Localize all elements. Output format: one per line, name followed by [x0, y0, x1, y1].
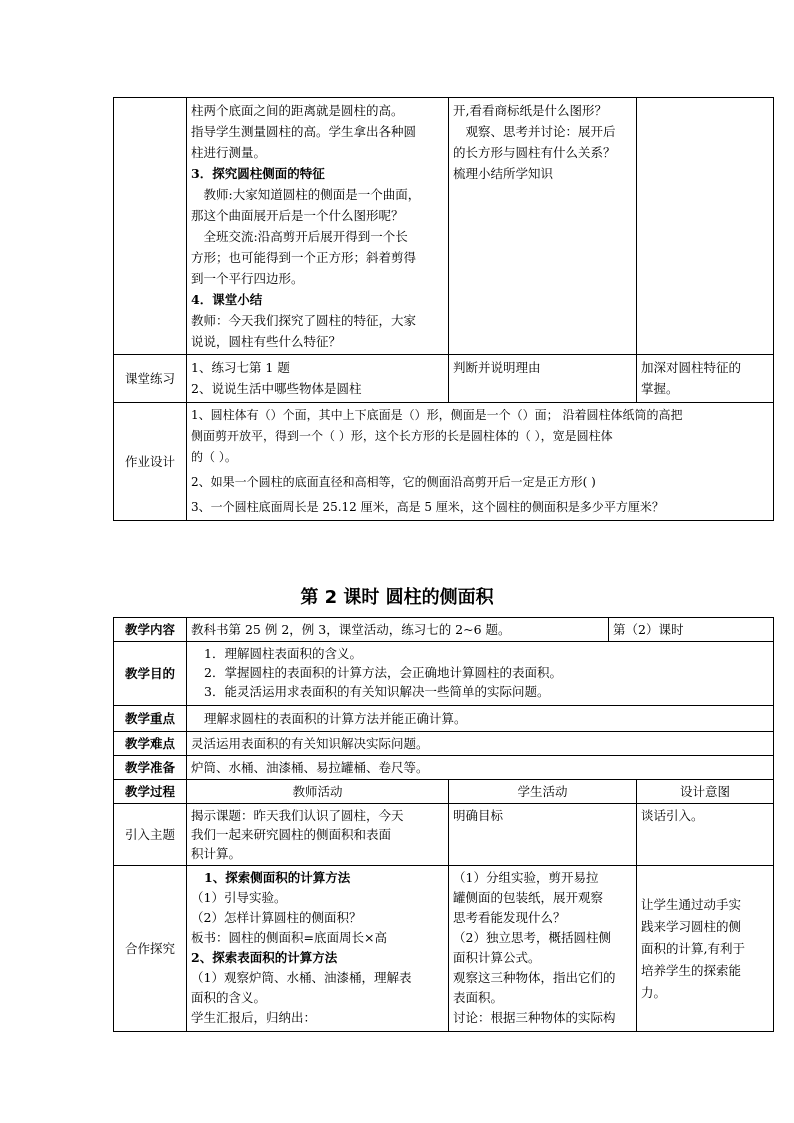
- column-header: 教师活动: [187, 780, 449, 804]
- text-line: 学生汇报后，归纳出：: [191, 1010, 317, 1025]
- text-line: 的长方形与圆柱有什么关系？: [453, 145, 616, 160]
- row-label: 教学难点: [114, 732, 187, 756]
- text-line: 到一个平行四边形。: [191, 271, 304, 286]
- lesson-title: 第 2 课时 圆柱的侧面积: [300, 587, 494, 608]
- row-label: 教学准备: [114, 756, 187, 780]
- teacher-activity-cell: [187, 866, 449, 1032]
- text-line: 说说，圆柱有些什么特征？: [191, 334, 342, 349]
- text-line: 2、如果一个圆柱的底面直径和高相等，它的侧面沿高剪开后一定是正方形( ): [191, 475, 596, 489]
- column-header: 学生活动: [449, 780, 637, 804]
- text-line: 培养学生的探索能: [641, 962, 742, 978]
- text-line: 柱两个底面之间的距离就是圆柱的高。: [191, 103, 404, 118]
- text-line: （1）分组实验，剪开易拉: [453, 870, 599, 885]
- text-line: 面积的含义。: [191, 990, 267, 1005]
- teacher-activity-cell: [187, 98, 449, 355]
- text-line: 教师：今天我们探究了圆柱的特征，大家: [191, 313, 417, 328]
- text-line: 我们一起来研究圆柱的侧面积和表面: [191, 827, 392, 842]
- text-line: 面积计算公式。: [453, 950, 541, 965]
- text-line: 1、圆柱体有（）个面，其中上下底面是（）形，侧面是一个（）面； 沿着圆柱体纸筒的高把: [191, 408, 683, 422]
- section-heading: 3．探究圆柱侧面的特征: [191, 166, 325, 181]
- text-line: 面积的计算,有利于: [641, 940, 745, 956]
- text-line: 1、练习七第 1 题: [191, 360, 290, 375]
- row-label: 引入主题: [114, 804, 187, 866]
- student-activity-cell: 明确目标: [449, 804, 637, 866]
- text-line: 思考看能发现什么？: [453, 910, 566, 925]
- text-line: 揭示课题：昨天我们认识了圆柱，今天: [191, 808, 404, 823]
- text-line: 罐侧面的包装纸，展开观察: [453, 890, 604, 905]
- intent-cell: [637, 866, 774, 1032]
- text-line: 掌握。: [641, 381, 679, 396]
- section-heading: 1、探索侧面积的计算方法: [204, 870, 351, 885]
- text-line: 全班交流:沿高剪开后展开得到一个长: [191, 229, 408, 244]
- text-line: 表面积。: [453, 990, 504, 1005]
- text-line: 的（ ）。: [191, 450, 237, 464]
- text-line: 让学生通过动手实: [641, 896, 742, 912]
- intent-cell: 谈话引入。: [637, 804, 774, 866]
- lesson2-table: [113, 617, 774, 1032]
- empty-label-cell: [114, 98, 187, 355]
- row-label: 教学过程: [114, 780, 187, 804]
- text-line: 板书：圆柱的侧面积=底面周长×高: [191, 930, 387, 945]
- student-activity-cell: [449, 355, 637, 403]
- text-line: 方形；也可能得到一个正方形；斜着剪得: [191, 250, 417, 265]
- text-line: 梳理小结所学知识: [453, 166, 554, 181]
- text-line: 2、说说生活中哪些物体是圆柱: [191, 381, 362, 396]
- text-line: 判断并说明理由: [453, 360, 541, 375]
- text-line: （2）怎样计算圆柱的侧面积？: [191, 910, 362, 925]
- section-heading: 2、探索表面积的计算方法: [191, 950, 338, 965]
- text-line: 开,看看商标纸是什么图形？: [453, 103, 607, 118]
- section-heading: 4．课堂小结: [191, 292, 263, 307]
- text-line: 观察这三种物体，指出它们的: [453, 970, 616, 985]
- row-label: 教学内容: [114, 618, 187, 642]
- key-point-cell: 理解求圆柱的表面积的计算方法并能正确计算。: [187, 706, 774, 732]
- text-line: 2．掌握圆柱的表面积的计算方法，会正确地计算圆柱的表面积。: [204, 665, 562, 680]
- goals-cell: [187, 642, 774, 706]
- text-line: 3、一个圆柱底面周长是 25.12 厘米，高是 5 厘米，这个圆柱的侧面积是多少平方厘米？: [191, 500, 664, 514]
- text-line: 1．理解圆柱表面积的含义。: [204, 646, 362, 661]
- text-line: 践来学习圆柱的侧: [641, 918, 742, 934]
- content-cell: 教科书第 25 例 2，例 3，课堂活动，练习七的 2~6 题。: [187, 618, 609, 642]
- intent-cell: [637, 355, 774, 403]
- text-line: （1）引导实验。: [191, 890, 287, 905]
- text-line: 积计算。: [191, 846, 242, 861]
- text-line: （2）独立思考，概括圆柱侧: [453, 930, 611, 945]
- text-line: 讨论：根据三种物体的实际构: [453, 1010, 616, 1025]
- text-line: 侧面剪开放平，得到一个（ ）形，这个长方形的长是圆柱体的（ ），宽是圆柱体: [191, 429, 613, 443]
- text-line: 观察、思考并讨论：展开后: [453, 124, 616, 139]
- teacher-activity-cell: [187, 355, 449, 403]
- teacher-activity-cell: [187, 804, 449, 866]
- student-activity-cell: [449, 98, 637, 355]
- row-label: 作业设计: [114, 403, 187, 521]
- row-label: 课堂练习: [114, 355, 187, 403]
- preparation-cell: 炉筒、水桶、油漆桶、易拉罐桶、卷尺等。: [187, 756, 774, 780]
- student-activity-cell: [449, 866, 637, 1032]
- text-line: 柱进行测量。: [191, 145, 267, 160]
- homework-cell: [187, 403, 774, 521]
- column-header: 设计意图: [637, 780, 774, 804]
- row-label: 教学重点: [114, 706, 187, 732]
- row-label: 教学目的: [114, 642, 187, 706]
- lesson1-table: [113, 97, 774, 521]
- text-line: （1）观察炉筒、水桶、油漆桶，理解表: [191, 970, 412, 985]
- text-line: 指导学生测量圆柱的高。学生拿出各种圆: [191, 124, 417, 139]
- intent-cell: [637, 98, 774, 355]
- lesson-number-cell: 第（2）课时: [609, 618, 774, 642]
- text-line: 加深对圆柱特征的: [641, 360, 742, 375]
- difficulty-cell: 灵活运用表面积的有关知识解决实际问题。: [187, 732, 774, 756]
- text-line: 3．能灵活运用求表面积的有关知识解决一些简单的实际问题。: [204, 684, 550, 699]
- text-line: 那这个曲面展开后是一个什么图形呢？: [191, 208, 404, 223]
- text-line: 教师:大家知道圆柱的侧面是一个曲面，: [191, 187, 421, 202]
- text-line: 力。: [641, 984, 667, 1000]
- row-label: 合作探究: [114, 866, 187, 1032]
